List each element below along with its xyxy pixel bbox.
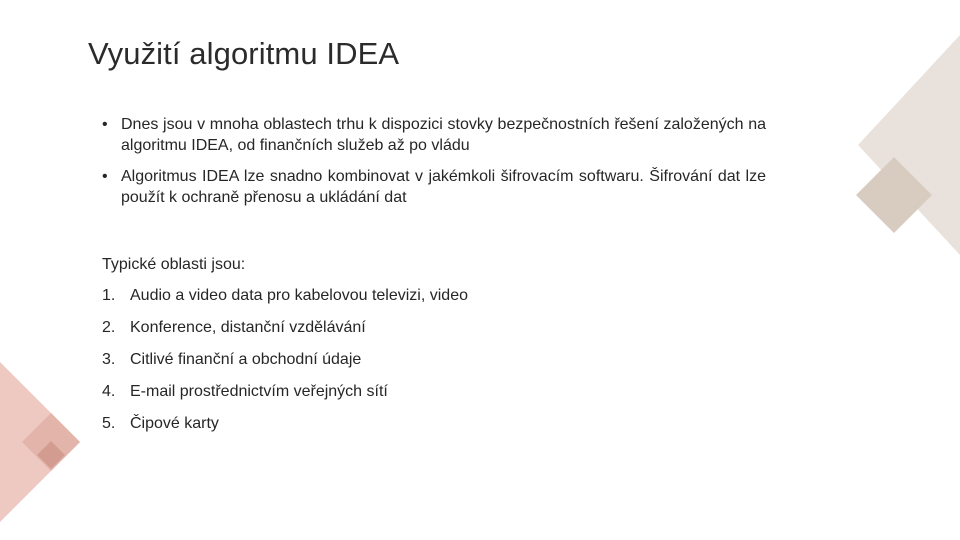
numbered-item	[102, 317, 468, 349]
item-number: 4.	[102, 383, 116, 400]
deco-diamond-left-large	[0, 362, 80, 522]
bullet-text: Algoritmus IDEA lze snadno kombinovat v jakémkoli šifrovacím softwaru. Šifrování dat lze použít k ochraně přenosu a ukládání dat	[121, 168, 766, 206]
item-text: Čipové karty	[130, 415, 219, 432]
item-number: 2.	[102, 319, 116, 336]
deco-diamond-right-small	[856, 157, 932, 233]
bullet-marker: •	[102, 116, 108, 133]
item-number: 5.	[102, 415, 116, 432]
numbered-item	[102, 381, 468, 413]
bullet-marker: •	[102, 168, 108, 185]
item-text: Citlivé finanční a obchodní údaje	[130, 351, 362, 368]
bullet-text: Dnes jsou v mnoha oblastech trhu k dispozici stovky bezpečnostních řešení založených na algoritmu IDEA, od finančních služeb až po vládu	[121, 116, 766, 154]
bullet-item	[102, 114, 766, 156]
numbered-item	[102, 349, 468, 381]
item-text: Audio a video data pro kabelovou televizi, video	[130, 287, 468, 304]
bullet-list	[102, 114, 766, 218]
item-number: 3.	[102, 351, 116, 368]
numbered-list	[102, 285, 468, 445]
item-number: 1.	[102, 287, 116, 304]
numbered-item	[102, 285, 468, 317]
numbered-item	[102, 413, 468, 445]
deco-diamond-left-overlap	[37, 441, 65, 469]
list-intro: Typické oblasti jsou:	[102, 256, 246, 273]
slide-title: Využití algoritmu IDEA	[88, 36, 400, 71]
item-text: Konference, distanční vzdělávání	[130, 319, 366, 336]
deco-diamond-left-small	[22, 413, 80, 471]
bullet-item	[102, 166, 766, 208]
deco-diamond-right-large	[858, 35, 960, 255]
item-text: E-mail prostřednictvím veřejných sítí	[130, 383, 388, 400]
